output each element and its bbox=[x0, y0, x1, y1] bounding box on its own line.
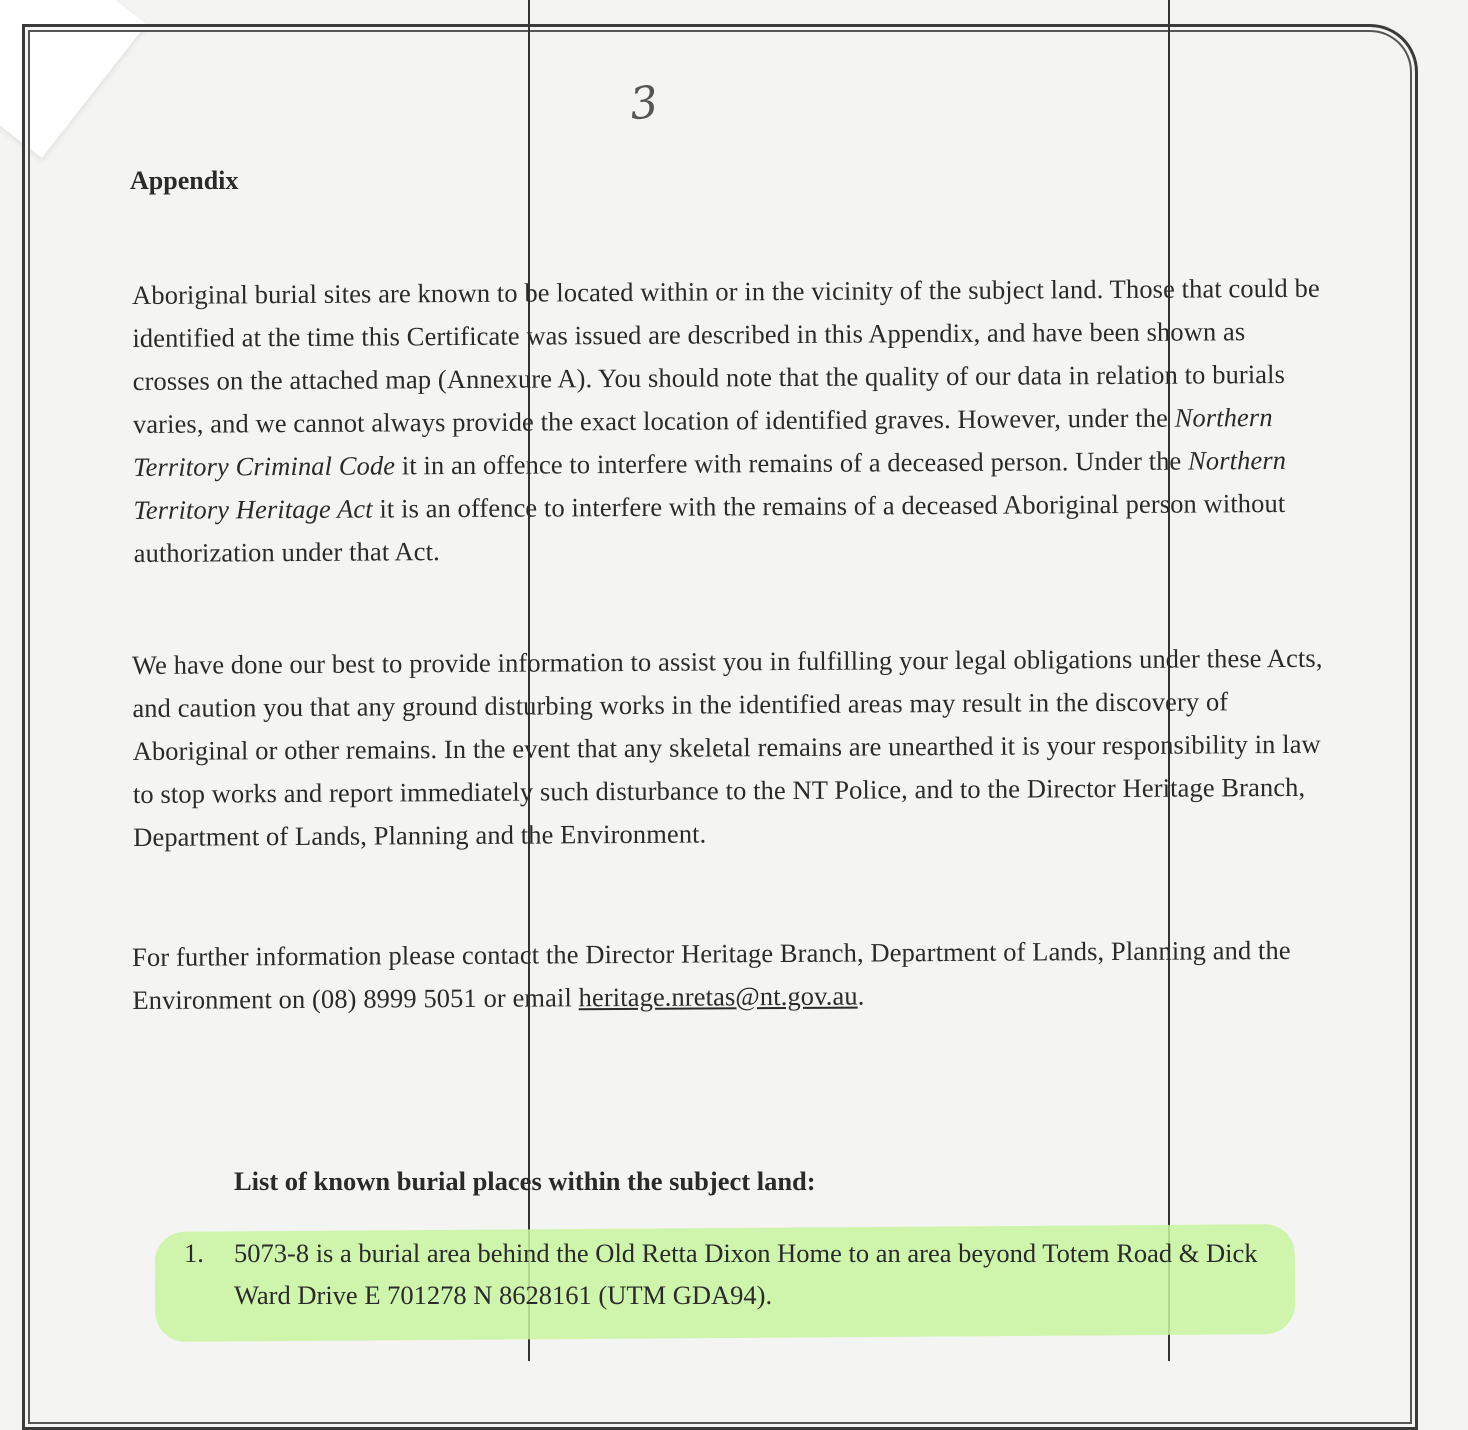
paragraph1-text-b: it in an offence to interfere with remains of a deceased person. Under the bbox=[395, 445, 1189, 481]
email-link[interactable]: heritage.nretas@nt.gov.au bbox=[578, 980, 858, 1013]
heritage-act-title: Northern Territory Heritage Act bbox=[133, 444, 1287, 525]
paragraph-burial-sites bbox=[132, 267, 1329, 575]
criminal-code-title: Northern Territory Criminal Code bbox=[133, 402, 1273, 482]
paragraph1-text-c: it is an offence to interfere with the remains of a deceased Aboriginal person without authorization under that Act. bbox=[133, 487, 1286, 568]
list-item-number: 1. bbox=[184, 1238, 204, 1268]
list-item-text: 5073-8 is a burial area behind the Old Retta Dixon Home to an area beyond Totem Road & Dick Ward Drive E 701278 N 8628161 (UTM GDA94). bbox=[234, 1238, 1258, 1310]
appendix-heading: Appendix bbox=[130, 166, 239, 195]
paragraph-contact bbox=[132, 929, 1328, 1022]
contact-text: For further information please contact the Director Heritage Branch, Department of Lands, Planning and the Environment on (08) 8999 5051 or email bbox=[132, 934, 1291, 1015]
contact-end: . bbox=[857, 980, 865, 1011]
paragraph1-text-a: Aboriginal burial sites are known to be located within or in the vicinity of the subject land. Those that could be identified at the time this Certificate was issued are described in this Appendix, and have been shown as crosses on the attached map (Annexure A). You should note that the quality of our data in relation to burials varies, and we cannot always provide the exact location of identified graves. However, under the bbox=[132, 272, 1320, 439]
handwritten-page-mark: 3 bbox=[627, 76, 661, 131]
burial-list-heading: List of known burial places within the subject land: bbox=[234, 1166, 816, 1196]
paragraph-obligations: We have done our best to provide information to assist you in fulfilling your legal obligations under these Acts, and caution you that any ground disturbing works in the identified areas may result in the discovery of Aboriginal or other remains. In the event that any skeletal remains are unearthed it is your responsibility in law to stop works and report immediately such disturbance to the NT Police, and to the Director Heritage Branch, Department of Lands, Planning and the Environment. bbox=[132, 642, 1323, 852]
